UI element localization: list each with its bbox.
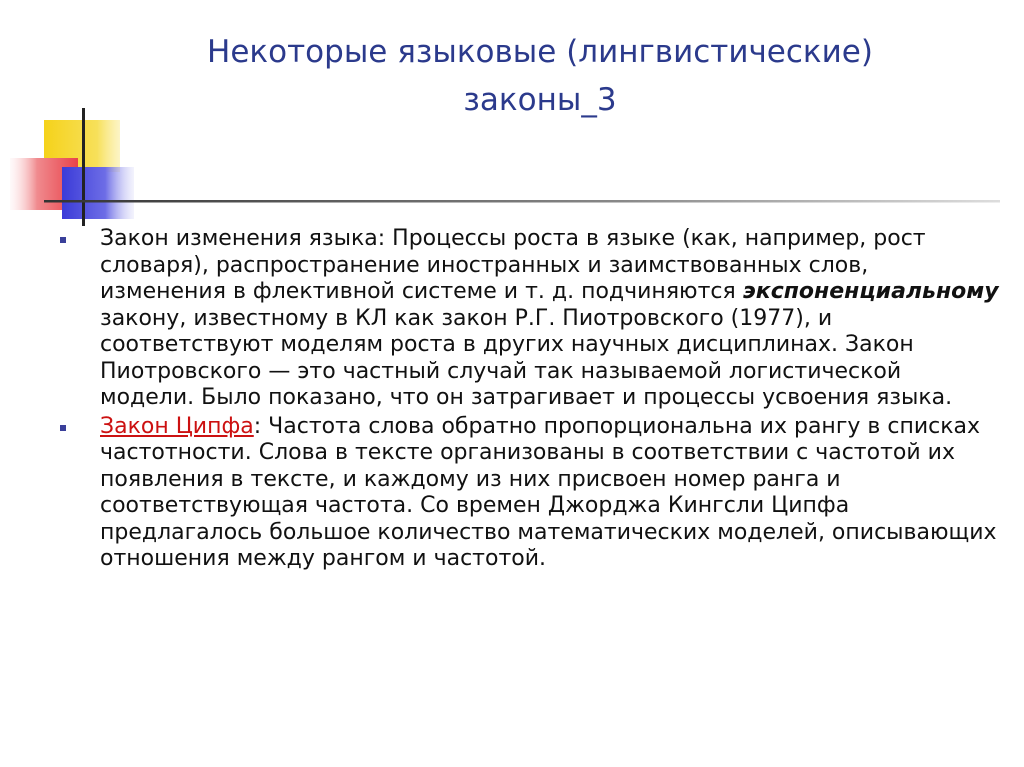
slide-title-line-2: законы_3: [463, 82, 617, 118]
deco-blue-block: [62, 167, 134, 219]
zipf-law-link[interactable]: Закон Ципфа: [100, 413, 254, 439]
piotrovsky-text-after: закону, известному в КЛ как закон Р.Г. Пиотровского (1977), и соответствуют моделям роста в других научных дисциплинах. Закон Пиотровского — это частный случай так называемой логистической модели. Было показано, что он затрагивает и процессы усвоения языка.: [100, 305, 953, 410]
bullet-item-piotrovsky: [60, 226, 1000, 412]
piotrovsky-emphasis: экспоненциальному: [742, 279, 999, 304]
zipf-text: : Частота слова обратно пропорциональна их рангу в списках частотности. Слова в тексте организованы в соответствии с частотой их появления в тексте, и каждому из них присвоен номер ранга и соответствующая частота. Со времен Джорджа Кингсли Ципфа предлагалось большое количество математических моделей, описывающих отношения между рангом и частотой.: [100, 413, 997, 571]
deco-vertical-line: [82, 108, 85, 226]
slide-body: [60, 226, 1000, 575]
decorative-graphic: [0, 100, 1000, 230]
piotrovsky-text-before: Закон изменения языка: Процессы роста в языке (как, например, рост словаря), распространение иностранных и заимствованных слов, изменения в флективной системе и т. д. подчиняются: [100, 226, 926, 304]
square-bullet-icon: [60, 425, 66, 431]
slide-title-line-1: Некоторые языковые (лингвистические): [207, 34, 873, 70]
bullet-item-zipf: [60, 414, 1000, 573]
deco-horizontal-line: [44, 200, 1000, 203]
square-bullet-icon: [60, 237, 66, 243]
